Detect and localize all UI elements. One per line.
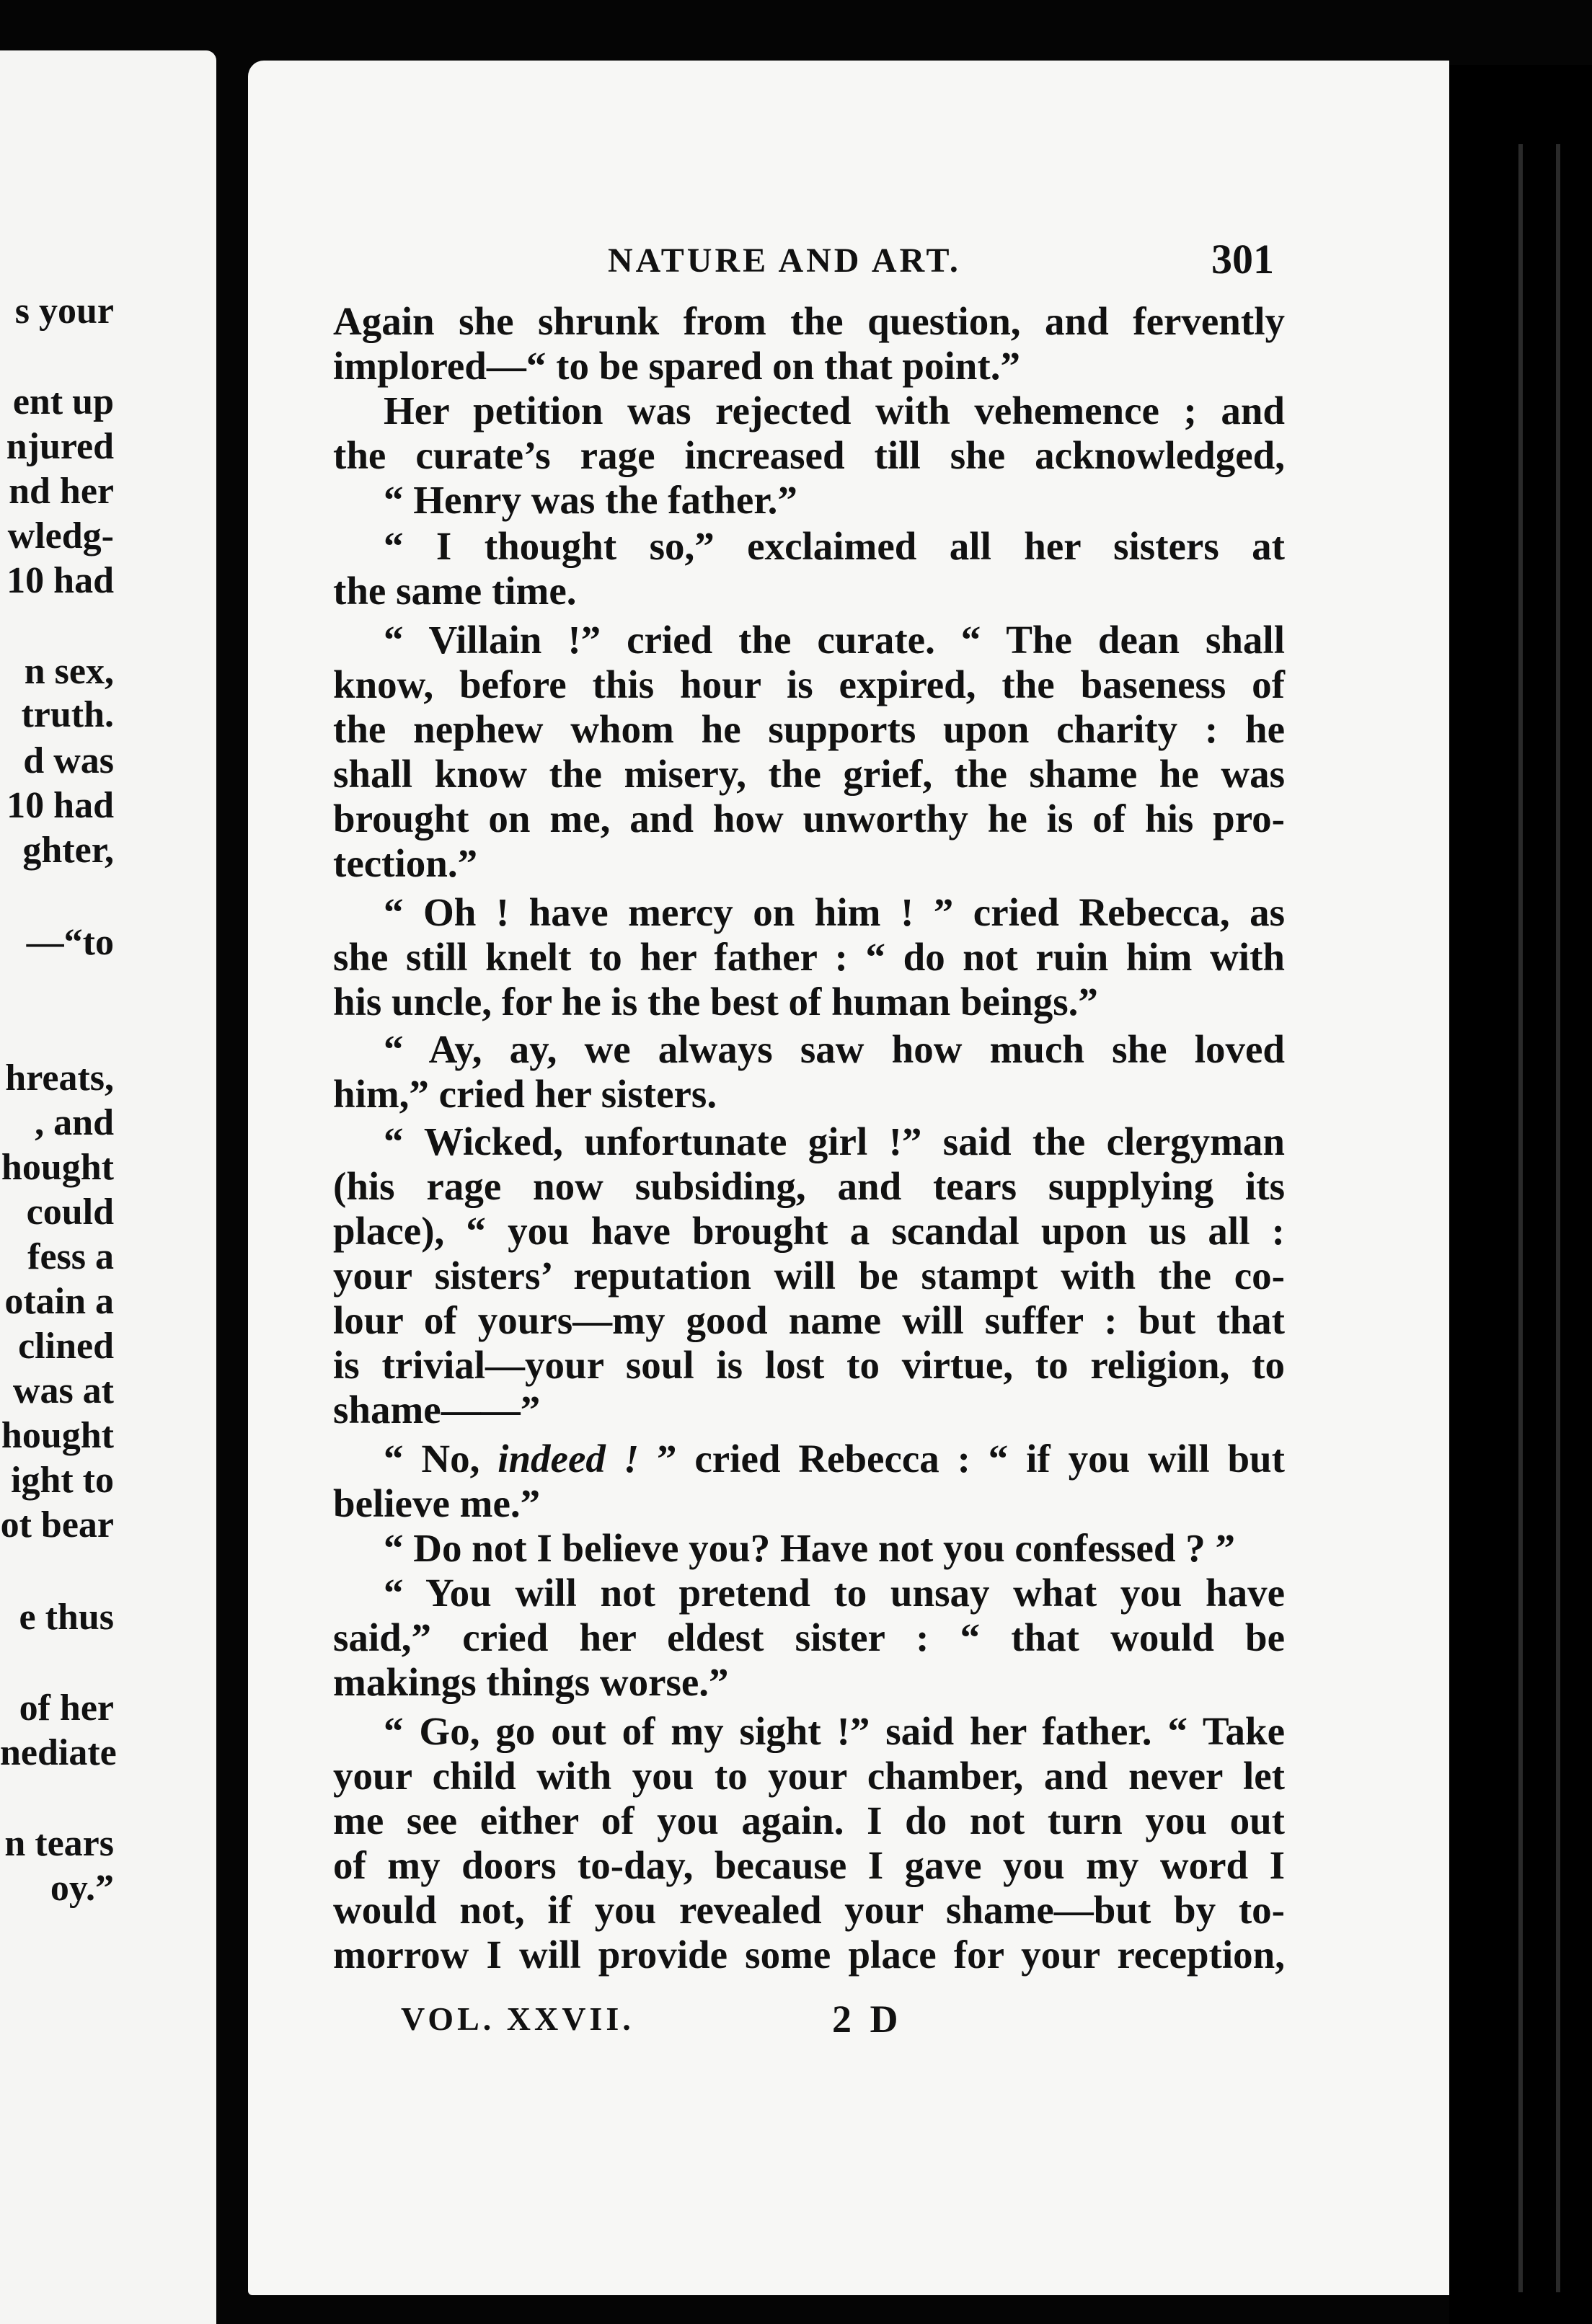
left-page-fragment: e thus	[19, 1597, 114, 1638]
text-line: believe me.”	[333, 1481, 541, 1525]
text-line: makings things worse.”	[333, 1660, 729, 1704]
text-line: she still knelt to her father : “ do not ruin him with	[333, 935, 1285, 979]
text-line: “ Go, go out of my sight !” said her father. “ Take	[384, 1709, 1285, 1753]
text-line: “ I thought so,” exclaimed all her sisters at	[384, 524, 1285, 568]
page-number: 301	[1211, 236, 1274, 283]
text-line: Again she shrunk from the question, and fervently	[333, 299, 1285, 343]
text-line: of my doors to-day, because I gave you my word I	[333, 1843, 1285, 1887]
left-page-fragment: 10 had	[6, 785, 114, 826]
left-page-fragment: otain a	[4, 1281, 114, 1322]
left-page-fragment: n tears	[4, 1823, 114, 1864]
text-line: shall know the misery, the grief, the shame he was	[333, 752, 1285, 796]
text-line: place), “ you have brought a scandal upon us all :	[333, 1209, 1285, 1253]
text-line: shame——”	[333, 1388, 541, 1432]
text-line: said,” cried her eldest sister : “ that would be	[333, 1615, 1285, 1659]
left-page-fragment: s your	[14, 290, 114, 332]
previous-page	[0, 50, 216, 2324]
text-line: implored—“ to be spared on that point.”	[333, 344, 1020, 388]
left-page-fragment: ight to	[11, 1460, 114, 1501]
text-line: him,” cried her sisters.	[333, 1072, 717, 1116]
left-page-fragment: nediate	[0, 1732, 117, 1773]
left-page-fragment: of her	[19, 1687, 114, 1729]
left-page-fragment: d was	[23, 740, 114, 781]
left-page-fragment: hreats,	[5, 1057, 114, 1099]
text-line: “ Oh ! have mercy on him ! ” cried Rebecca, as	[384, 890, 1285, 934]
text-line: “ Ay, ay, we always saw how much she loved	[384, 1027, 1285, 1071]
text-line: “ Wicked, unfortunate girl !” said the clergyman	[384, 1119, 1285, 1163]
page-edge-line	[1556, 144, 1560, 2292]
left-page-fragment: nd her	[9, 471, 114, 512]
text-line: tection.”	[333, 841, 478, 885]
text-line: the nephew whom he supports upon charity : he	[333, 707, 1285, 751]
text-line: “ No, indeed ! ” cried Rebecca : “ if you will but	[384, 1437, 1285, 1481]
text-line: his uncle, for he is the best of human beings.”	[333, 980, 1098, 1024]
left-page-fragment: hought	[1, 1415, 114, 1456]
text-line: is trivial—your soul is lost to virtue, to religion, to	[333, 1343, 1285, 1387]
footer-volume: VOL. XXVII.	[401, 2000, 634, 2037]
left-page-fragment: n sex,	[24, 651, 114, 692]
left-page-fragment: ent up	[12, 381, 114, 422]
left-page-fragment: ot bear	[0, 1504, 114, 1545]
text-line: “ Henry was the father.”	[384, 478, 797, 522]
left-page-fragment: ghter,	[22, 830, 114, 871]
left-page-fragment: clined	[18, 1326, 114, 1367]
left-page-fragment: could	[26, 1192, 114, 1233]
left-page-fragment: hought	[1, 1147, 114, 1188]
running-head: NATURE AND ART.	[608, 241, 961, 280]
page-edge-shadow	[1449, 65, 1592, 2324]
text-line: (his rage now subsiding, and tears supplying its	[333, 1164, 1285, 1208]
left-page-fragment: , and	[35, 1102, 114, 1143]
left-page-fragment: fess a	[27, 1236, 114, 1277]
text-line: your child with you to your chamber, and never let	[333, 1754, 1285, 1798]
text-line: Her petition was rejected with vehemence ; and	[384, 389, 1285, 433]
text-line: morrow I will provide some place for your reception,	[333, 1933, 1285, 1977]
left-page-fragment: wledg-	[7, 515, 114, 556]
text-line: know, before this hour is expired, the baseness of	[333, 662, 1285, 706]
page-edge-line	[1518, 144, 1523, 2292]
text-line: me see either of you again. I do not turn you out	[333, 1799, 1285, 1842]
text-line: brought on me, and how unworthy he is of his pro-	[333, 797, 1285, 841]
text-line: your sisters’ reputation will be stampt with the co-	[333, 1254, 1285, 1298]
left-page-fragment: njured	[6, 426, 114, 467]
left-page-fragment: 10 had	[6, 560, 114, 601]
text-line: “ Villain !” cried the curate. “ The dean shall	[384, 618, 1285, 662]
text-line: lour of yours—my good name will suffer : but that	[333, 1298, 1285, 1342]
text-line: “ Do not I believe you? Have not you confessed ? ”	[384, 1526, 1235, 1570]
text-line: would not, if you revealed your shame—but by to-	[333, 1888, 1285, 1932]
text-line: the curate’s rage increased till she acknowledged,	[333, 433, 1285, 477]
text-line: “ You will not pretend to unsay what you have	[384, 1571, 1285, 1615]
footer-signature: 2 D	[832, 1997, 903, 2041]
left-page-fragment: oy.”	[50, 1868, 114, 1909]
left-page-fragment: was at	[12, 1370, 114, 1411]
left-page-fragment: —“to	[26, 922, 114, 963]
text-line: the same time.	[333, 569, 577, 613]
left-page-fragment: truth.	[21, 694, 114, 735]
